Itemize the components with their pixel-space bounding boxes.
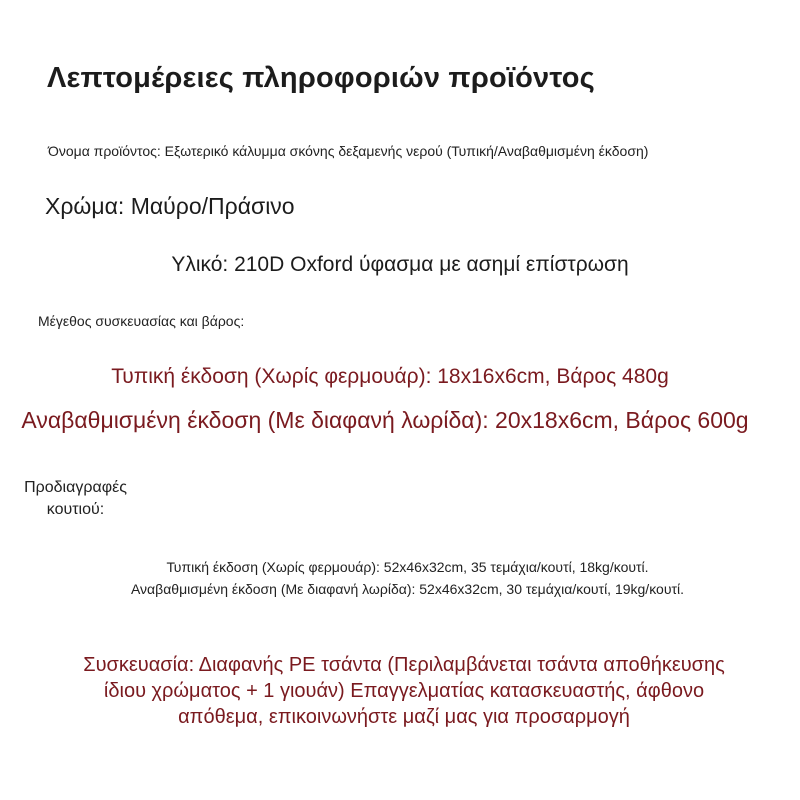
packaging-line-2: ίδιου χρώματος + 1 γιουάν) Επαγγελματίας κατασκευαστής, άφθονο [103,680,705,702]
box-spec-label: Προδιαγραφές κουτιού: [24,479,127,518]
page-title: Λεπτομέρειες πληροφοριών προϊόντος [47,62,595,94]
standard-package-size: Τυπική έκδοση (Χωρίς φερμουάρ): 18x16x6cm, Βάρος 480g [111,365,669,388]
packaging-info [0,652,800,730]
package-size-label: Μέγεθος συσκευασίας και βάρος: [38,313,245,329]
product-name: Όνομα προϊόντος: Εξωτερικό κάλυμμα σκόνης δεξαμενής νερού (Τυπική/Αναβαθμισμένη έκδοση) [48,143,649,159]
packaging-line-3: απόθεμα, επικοινωνήστε μαζί μας για προσαρμογή [178,706,630,728]
box-spec-standard: Τυπική έκδοση (Χωρίς φερμουάρ): 52x46x32cm, 35 τεμάχια/κουτί, 18kg/κουτί. [166,559,649,575]
product-color: Χρώμα: Μαύρο/Πράσινο [45,193,295,219]
upgraded-package-size: Αναβαθμισμένη έκδοση (Με διαφανή λωρίδα): 20x18x6cm, Βάρος 600g [21,407,749,433]
box-spec-upgraded: Αναβαθμισμένη έκδοση (Με διαφανή λωρίδα): 52x46x32cm, 30 τεμάχια/κουτί, 19kg/κουτί. [130,581,685,597]
packaging-line-1: Συσκευασία: Διαφανής PE τσάντα (Περιλαμβάνεται τσάντα αποθήκευσης [83,654,725,676]
product-material: Υλικό: 210D Oxford ύφασμα με ασημί επίστρωση [171,253,629,276]
